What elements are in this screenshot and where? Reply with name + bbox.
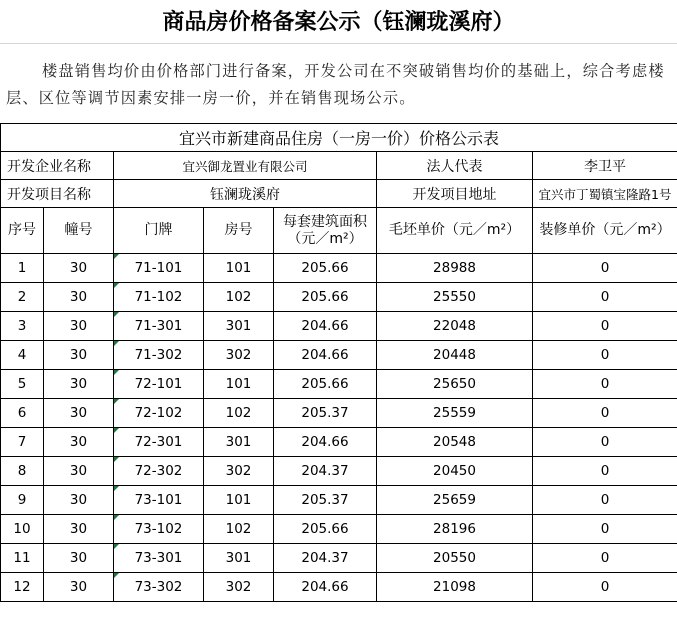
cell-room: 101 xyxy=(204,486,274,515)
header-seq: 序号 xyxy=(1,208,44,254)
cell-area: 205.66 xyxy=(274,370,377,399)
cell-seq: 10 xyxy=(1,515,44,544)
cell-rough-price: 28988 xyxy=(377,254,533,283)
cell-area: 204.37 xyxy=(274,457,377,486)
cell-decor-price: 0 xyxy=(533,544,677,573)
cell-seq: 8 xyxy=(1,457,44,486)
cell-door: 71-302 xyxy=(114,341,204,370)
cell-decor-price: 0 xyxy=(533,254,677,283)
cell-seq: 6 xyxy=(1,399,44,428)
cell-building: 30 xyxy=(44,428,114,457)
cell-door: 71-101 xyxy=(114,254,204,283)
cell-building: 30 xyxy=(44,486,114,515)
cell-decor-price: 0 xyxy=(533,573,677,602)
cell-rough-price: 21098 xyxy=(377,573,533,602)
cell-area: 204.66 xyxy=(274,428,377,457)
cell-building: 30 xyxy=(44,544,114,573)
cell-seq: 3 xyxy=(1,312,44,341)
cell-room: 301 xyxy=(204,544,274,573)
cell-rough-price: 25559 xyxy=(377,399,533,428)
table-row xyxy=(1,457,677,486)
cell-rough-price: 20450 xyxy=(377,457,533,486)
developer-value: 宜兴御龙置业有限公司 xyxy=(114,152,377,180)
cell-seq: 9 xyxy=(1,486,44,515)
cell-decor-price: 0 xyxy=(533,341,677,370)
cell-rough-price: 20550 xyxy=(377,544,533,573)
cell-building: 30 xyxy=(44,457,114,486)
cell-building: 30 xyxy=(44,515,114,544)
cell-door: 73-301 xyxy=(114,544,204,573)
cell-room: 102 xyxy=(204,399,274,428)
cell-area: 205.66 xyxy=(274,283,377,312)
cell-decor-price: 0 xyxy=(533,399,677,428)
table-row xyxy=(1,573,677,602)
header-door: 门牌 xyxy=(114,208,204,254)
table-row xyxy=(1,428,677,457)
cell-decor-price: 0 xyxy=(533,428,677,457)
table-title: 宜兴市新建商品住房（一房一价）价格公示表 xyxy=(1,124,677,152)
cell-area: 204.66 xyxy=(274,573,377,602)
cell-area: 205.66 xyxy=(274,254,377,283)
cell-seq: 11 xyxy=(1,544,44,573)
intro-paragraph: 楼盘销售均价由价格部门进行备案，开发公司在不突破销售均价的基础上，综合考虑楼层、区位等调节因素安排一房一价，并在销售现场公示。 xyxy=(6,62,665,107)
cell-rough-price: 20548 xyxy=(377,428,533,457)
cell-rough-price: 20448 xyxy=(377,341,533,370)
cell-door: 71-301 xyxy=(114,312,204,341)
cell-building: 30 xyxy=(44,283,114,312)
developer-label: 开发企业名称 xyxy=(1,152,114,180)
cell-room: 101 xyxy=(204,254,274,283)
table-row xyxy=(1,515,677,544)
table-row xyxy=(1,370,677,399)
cell-building: 30 xyxy=(44,399,114,428)
cell-door: 73-101 xyxy=(114,486,204,515)
cell-area: 204.66 xyxy=(274,312,377,341)
cell-room: 102 xyxy=(204,283,274,312)
cell-rough-price: 25550 xyxy=(377,283,533,312)
header-area: 每套建筑面积（元／m²） xyxy=(274,208,377,254)
project-address-value: 宜兴市丁蜀镇宝隆路1号 xyxy=(533,180,677,208)
cell-room: 302 xyxy=(204,573,274,602)
cell-rough-price: 28196 xyxy=(377,515,533,544)
cell-seq: 4 xyxy=(1,341,44,370)
cell-room: 301 xyxy=(204,312,274,341)
project-address-label: 开发项目地址 xyxy=(377,180,533,208)
header-decor-price: 装修单价（元／m²） xyxy=(533,208,677,254)
table-row xyxy=(1,312,677,341)
table-row xyxy=(1,341,677,370)
cell-decor-price: 0 xyxy=(533,486,677,515)
column-header-row xyxy=(1,208,677,254)
cell-area: 204.66 xyxy=(274,341,377,370)
project-name-value: 钰澜珑溪府 xyxy=(114,180,377,208)
cell-building: 30 xyxy=(44,370,114,399)
cell-door: 72-101 xyxy=(114,370,204,399)
project-name-label: 开发项目名称 xyxy=(1,180,114,208)
cell-decor-price: 0 xyxy=(533,312,677,341)
cell-building: 30 xyxy=(44,254,114,283)
cell-door: 71-102 xyxy=(114,283,204,312)
cell-seq: 5 xyxy=(1,370,44,399)
cell-seq: 7 xyxy=(1,428,44,457)
cell-room: 302 xyxy=(204,457,274,486)
cell-area: 204.37 xyxy=(274,544,377,573)
cell-room: 102 xyxy=(204,515,274,544)
cell-door: 73-302 xyxy=(114,573,204,602)
header-building: 幢号 xyxy=(44,208,114,254)
cell-room: 101 xyxy=(204,370,274,399)
legal-representative-value: 李卫平 xyxy=(533,152,677,180)
legal-representative-label: 法人代表 xyxy=(377,152,533,180)
table-row xyxy=(1,486,677,515)
cell-area: 205.37 xyxy=(274,399,377,428)
cell-building: 30 xyxy=(44,573,114,602)
cell-area: 205.66 xyxy=(274,515,377,544)
cell-seq: 1 xyxy=(1,254,44,283)
table-row xyxy=(1,399,677,428)
cell-building: 30 xyxy=(44,341,114,370)
cell-door: 72-302 xyxy=(114,457,204,486)
price-table xyxy=(0,123,677,602)
table-row xyxy=(1,283,677,312)
cell-door: 72-102 xyxy=(114,399,204,428)
cell-room: 301 xyxy=(204,428,274,457)
table-row xyxy=(1,254,677,283)
cell-area: 205.37 xyxy=(274,486,377,515)
cell-seq: 2 xyxy=(1,283,44,312)
header-room: 房号 xyxy=(204,208,274,254)
cell-decor-price: 0 xyxy=(533,515,677,544)
cell-decor-price: 0 xyxy=(533,457,677,486)
cell-door: 73-102 xyxy=(114,515,204,544)
cell-decor-price: 0 xyxy=(533,283,677,312)
cell-rough-price: 22048 xyxy=(377,312,533,341)
header-rough-price: 毛坯单价（元／m²） xyxy=(377,208,533,254)
table-row xyxy=(1,544,677,573)
cell-decor-price: 0 xyxy=(533,370,677,399)
cell-rough-price: 25650 xyxy=(377,370,533,399)
cell-seq: 12 xyxy=(1,573,44,602)
page-title: 商品房价格备案公示（钰澜珑溪府） xyxy=(0,0,677,44)
cell-door: 72-301 xyxy=(114,428,204,457)
cell-room: 302 xyxy=(204,341,274,370)
cell-rough-price: 25659 xyxy=(377,486,533,515)
cell-building: 30 xyxy=(44,312,114,341)
